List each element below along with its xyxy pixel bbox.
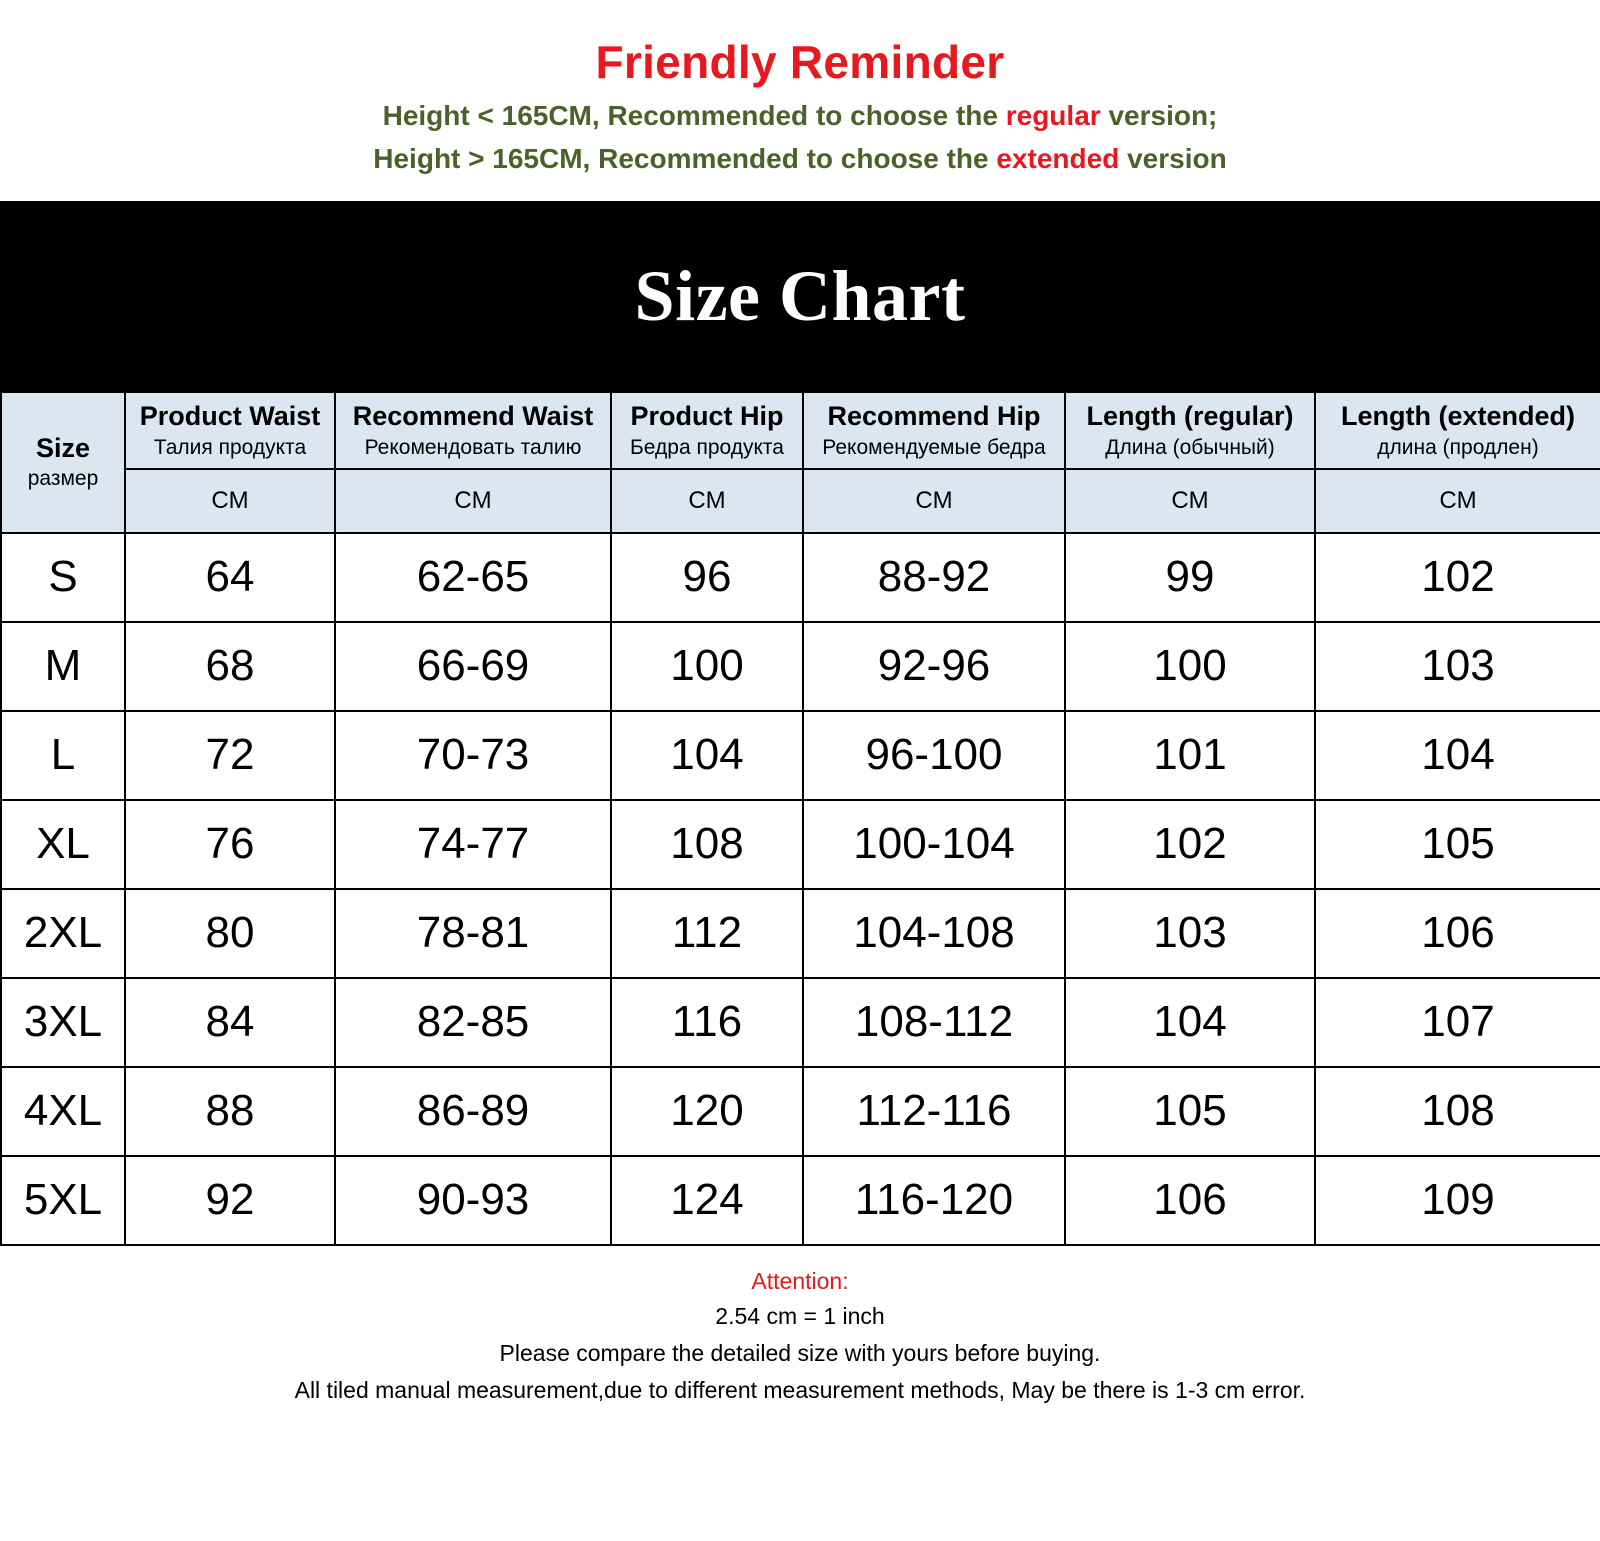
- table-row: [1, 622, 1600, 711]
- cell-product-hip: 120: [611, 1067, 803, 1156]
- table-row: [1, 978, 1600, 1067]
- table-row: [1, 1156, 1600, 1245]
- cell-length-regular: 99: [1065, 533, 1315, 622]
- column-header-product-waist-ru: Талия продукта: [153, 435, 307, 459]
- column-header-length-extended-ru: длина (продлен): [1377, 435, 1539, 459]
- reminder-line2-pre: Height > 165CM, Recommended to choose the: [373, 142, 997, 174]
- cell-product-hip: 100: [611, 622, 803, 711]
- cell-product-hip: 112: [611, 889, 803, 978]
- row-size-label: S: [1, 533, 125, 622]
- attention-line-error: All tiled manual measurement,due to different measurement methods, May be there is 1-3 cm error.: [294, 1376, 1306, 1403]
- reminder-line2-post: version: [1119, 142, 1227, 174]
- reminder-title: Friendly Reminder: [595, 36, 1005, 88]
- row-size-label: 4XL: [1, 1067, 125, 1156]
- cell-length-extended: 104: [1315, 711, 1600, 800]
- cell-length-regular: 106: [1065, 1156, 1315, 1245]
- cell-product-waist: 80: [125, 889, 335, 978]
- reminder-line1-post: version;: [1100, 100, 1218, 132]
- unit-length-regular: CM: [1065, 469, 1315, 533]
- column-header-product-hip: [611, 392, 803, 468]
- cell-length-regular: 105: [1065, 1067, 1315, 1156]
- column-header-recommend-hip: [803, 392, 1065, 468]
- row-size-label: 3XL: [1, 978, 125, 1067]
- cell-recommend-hip: 104-108: [803, 889, 1065, 978]
- cell-length-extended: 108: [1315, 1067, 1600, 1156]
- cell-recommend-waist: 82-85: [335, 978, 611, 1067]
- row-size-label: 5XL: [1, 1156, 125, 1245]
- cell-product-hip: 104: [611, 711, 803, 800]
- friendly-reminder-block: [0, 0, 1600, 179]
- cell-length-extended: 102: [1315, 533, 1600, 622]
- table-row: [1, 711, 1600, 800]
- cell-recommend-waist: 62-65: [335, 533, 611, 622]
- column-header-product-hip-en: Product Hip: [630, 401, 784, 432]
- cell-recommend-hip: 96-100: [803, 711, 1065, 800]
- cell-length-extended: 103: [1315, 622, 1600, 711]
- cell-recommend-hip: 88-92: [803, 533, 1065, 622]
- column-header-product-hip-ru: Бедра продукта: [630, 435, 784, 459]
- cell-product-waist: 72: [125, 711, 335, 800]
- unit-length-extended: CM: [1315, 469, 1600, 533]
- cell-length-extended: 109: [1315, 1156, 1600, 1245]
- cell-product-waist: 64: [125, 533, 335, 622]
- reminder-line2-highlight: extended: [996, 142, 1120, 174]
- cell-length-extended: 106: [1315, 889, 1600, 978]
- table-row: [1, 800, 1600, 889]
- column-header-length-regular-en: Length (regular): [1086, 401, 1294, 432]
- reminder-line-regular: [0, 96, 1600, 137]
- cell-length-regular: 100: [1065, 622, 1315, 711]
- column-header-product-waist: [125, 392, 335, 468]
- column-header-recommend-hip-ru: Рекомендуемые бедра: [822, 435, 1046, 459]
- attention-title: Attention:: [751, 1267, 849, 1294]
- row-size-label: 2XL: [1, 889, 125, 978]
- column-header-recommend-waist-en: Recommend Waist: [352, 401, 594, 432]
- size-chart-banner: [0, 201, 1600, 391]
- cell-product-hip: 116: [611, 978, 803, 1067]
- reminder-line1-pre: Height < 165CM, Recommended to choose the: [382, 100, 1006, 132]
- cell-recommend-waist: 86-89: [335, 1067, 611, 1156]
- table-header-row: [1, 392, 1600, 468]
- cell-length-extended: 107: [1315, 978, 1600, 1067]
- cell-product-waist: 68: [125, 622, 335, 711]
- column-header-length-extended-en: Length (extended): [1341, 401, 1575, 432]
- reminder-line1-highlight: regular: [1005, 100, 1101, 132]
- attention-line-compare: Please compare the detailed size with yours before buying.: [499, 1340, 1101, 1367]
- column-header-length-regular: [1065, 392, 1315, 468]
- column-header-recommend-waist-ru: Рекомендовать талию: [364, 435, 582, 459]
- cell-product-waist: 76: [125, 800, 335, 889]
- size-table: [0, 391, 1600, 1245]
- table-unit-row: [1, 469, 1600, 533]
- column-header-length-regular-ru: Длина (обычный): [1105, 435, 1275, 459]
- cell-product-waist: 92: [125, 1156, 335, 1245]
- unit-recommend-hip: CM: [803, 469, 1065, 533]
- table-row: [1, 1067, 1600, 1156]
- cell-product-hip: 96: [611, 533, 803, 622]
- cell-recommend-hip: 108-112: [803, 978, 1065, 1067]
- column-header-size-en: Size: [35, 433, 91, 464]
- table-row: [1, 889, 1600, 978]
- cell-product-hip: 124: [611, 1156, 803, 1245]
- cell-recommend-waist: 66-69: [335, 622, 611, 711]
- column-header-product-waist-en: Product Waist: [139, 401, 321, 432]
- cell-product-hip: 108: [611, 800, 803, 889]
- row-size-label: M: [1, 622, 125, 711]
- row-size-label: XL: [1, 800, 125, 889]
- column-header-recommend-waist: [335, 392, 611, 468]
- cell-recommend-waist: 78-81: [335, 889, 611, 978]
- cell-recommend-hip: 100-104: [803, 800, 1065, 889]
- cell-recommend-hip: 112-116: [803, 1067, 1065, 1156]
- attention-line-conversion: 2.54 cm = 1 inch: [715, 1303, 885, 1330]
- cell-length-regular: 102: [1065, 800, 1315, 889]
- cell-recommend-waist: 70-73: [335, 711, 611, 800]
- table-row: [1, 533, 1600, 622]
- cell-recommend-hip: 116-120: [803, 1156, 1065, 1245]
- attention-block: [0, 1246, 1600, 1409]
- column-header-length-extended: [1315, 392, 1600, 468]
- cell-length-regular: 101: [1065, 711, 1315, 800]
- unit-product-waist: CM: [125, 469, 335, 533]
- unit-recommend-waist: CM: [335, 469, 611, 533]
- cell-length-extended: 105: [1315, 800, 1600, 889]
- column-header-recommend-hip-en: Recommend Hip: [827, 401, 1041, 432]
- banner-title: Size Chart: [634, 255, 966, 336]
- cell-recommend-hip: 92-96: [803, 622, 1065, 711]
- cell-length-regular: 104: [1065, 978, 1315, 1067]
- row-size-label: L: [1, 711, 125, 800]
- column-header-size-ru: размер: [27, 466, 99, 490]
- cell-recommend-waist: 90-93: [335, 1156, 611, 1245]
- unit-product-hip: CM: [611, 469, 803, 533]
- reminder-line-extended: [0, 139, 1600, 180]
- column-header-size: [1, 392, 125, 532]
- cell-recommend-waist: 74-77: [335, 800, 611, 889]
- cell-product-waist: 84: [125, 978, 335, 1067]
- cell-length-regular: 103: [1065, 889, 1315, 978]
- cell-product-waist: 88: [125, 1067, 335, 1156]
